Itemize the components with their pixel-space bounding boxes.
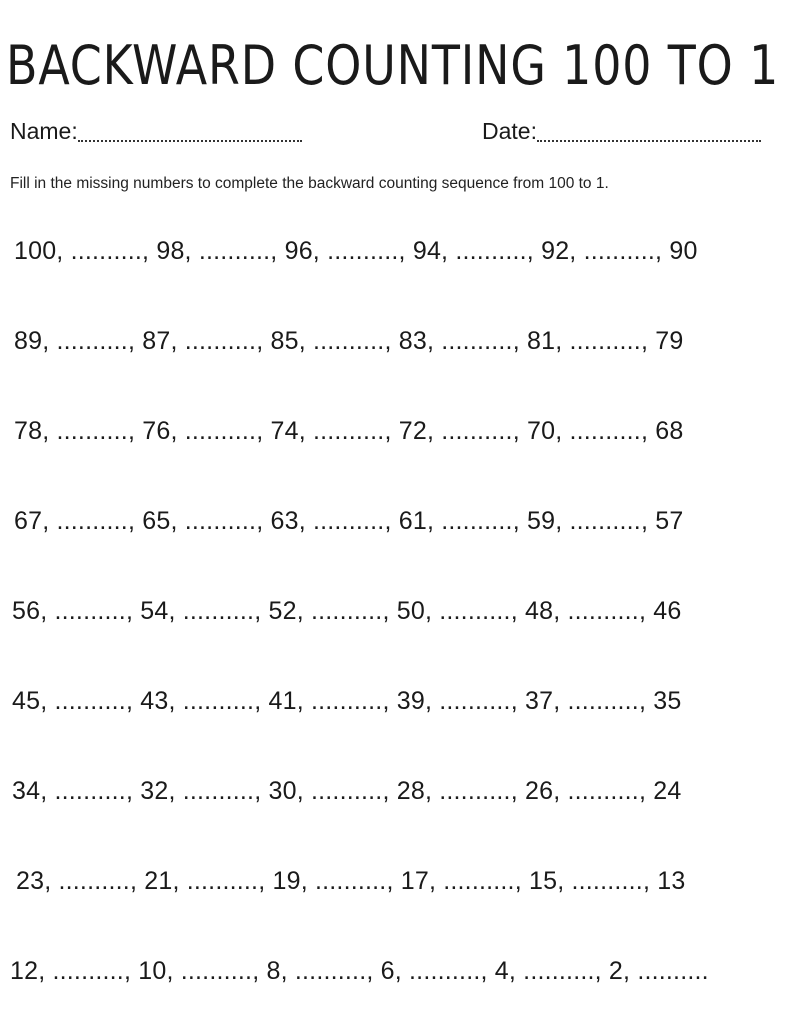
sequence-row: 100, .........., 98, .........., 96, .........., 94, .........., 92, .........., 90 — [14, 237, 698, 265]
date-label: Date: — [482, 118, 537, 144]
sequence-row: 12, .........., 10, .........., 8, .........., 6, .........., 4, .........., 2, .......... — [10, 957, 709, 985]
sequence-row: 78, .........., 76, .........., 74, .........., 72, .........., 70, .........., 68 — [14, 417, 684, 445]
sequence-row: 45, .........., 43, .........., 41, .........., 39, .........., 37, .........., 35 — [12, 687, 682, 715]
sequence-row: 23, .........., 21, .........., 19, .........., 17, .........., 15, .........., 13 — [16, 867, 686, 895]
name-label: Name: — [10, 118, 78, 144]
instruction-text: Fill in the missing numbers to complete the backward counting sequence from 100 to 1. — [10, 175, 609, 192]
sequence-row: 89, .........., 87, .........., 85, .........., 83, .........., 81, .........., 79 — [14, 327, 684, 355]
sequence-row: 67, .........., 65, .........., 63, .........., 61, .........., 59, .........., 57 — [14, 507, 684, 535]
page-title: BACKWARD COUNTING 100 TO 1 — [6, 34, 780, 97]
sequence-row: 56, .........., 54, .........., 52, .........., 50, .........., 48, .........., 46 — [12, 597, 682, 625]
sequence-row: 34, .........., 32, .........., 30, .........., 28, .........., 26, .........., 24 — [12, 777, 682, 805]
